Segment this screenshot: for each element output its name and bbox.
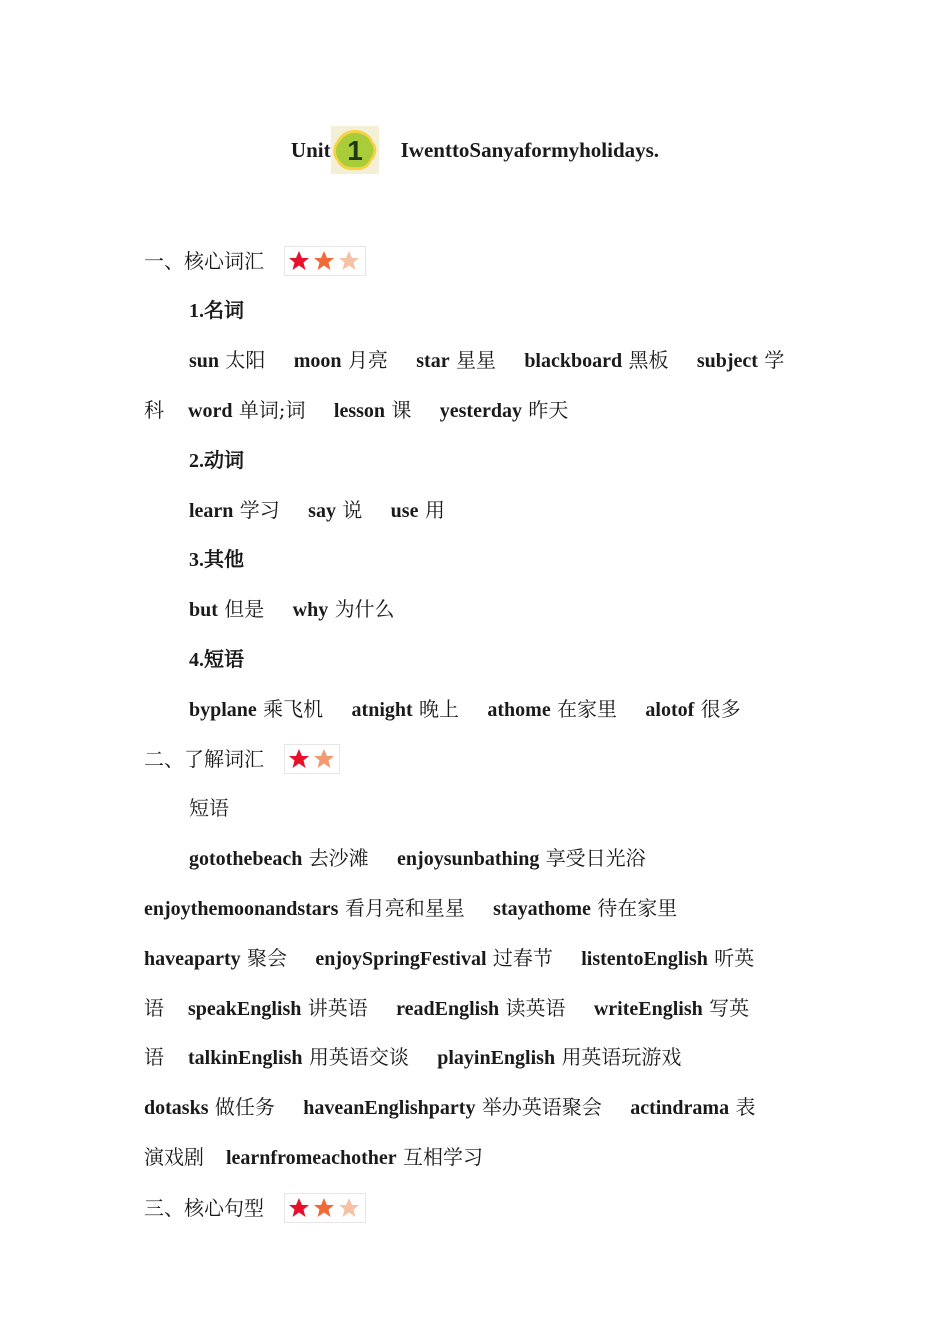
unit-title-text: IwenttoSanyaformyholidays. (400, 137, 660, 162)
vocab-item: gotothebeach 去沙滩 (189, 846, 369, 870)
vocab-item: readEnglish 读英语 (396, 996, 566, 1020)
vocab-item: haveaparty 聚会 (144, 946, 288, 970)
vocab-item: speakEnglish 讲英语 (188, 996, 368, 1020)
others-label: 3.其他 (189, 549, 244, 571)
vocab-item: sun 太阳 (189, 348, 266, 372)
phrases-label: 4.短语 (189, 649, 244, 671)
section-heading-core-sentences (144, 1193, 366, 1223)
phrase-line-5 (144, 1043, 681, 1072)
section-heading-core-vocab (144, 246, 366, 276)
vocab-item: talkinEnglish 用英语交谈 (188, 1045, 409, 1069)
vocab-item: byplane 乘飞机 (189, 697, 324, 721)
vocab-item: atnight 晚上 (351, 697, 460, 721)
line-lead: 语 (144, 996, 164, 1020)
others-line (189, 595, 395, 624)
star-rating (284, 1193, 366, 1223)
line-lead: 语 (144, 1045, 164, 1069)
vocab-item: playinEnglish 用英语玩游戏 (437, 1045, 682, 1069)
vocab-item: but 但是 (189, 597, 265, 621)
phrase-line-3 (144, 944, 754, 973)
vocab-item: dotasks 做任务 (144, 1095, 275, 1119)
phrases-label-2: 短语 (189, 796, 229, 820)
vocab-item: subject 学 (696, 348, 785, 372)
phrase-line-7 (144, 1143, 483, 1172)
phrase-line-2 (144, 894, 677, 923)
unit-number-badge-icon (331, 126, 379, 174)
vocab-item: writeEnglish 写英 (593, 996, 750, 1020)
vocab-item: stayathome 待在家里 (493, 896, 678, 920)
phrase-line-6 (144, 1093, 755, 1122)
unit-word: Unit (290, 137, 331, 162)
vocab-item: say 说 (308, 498, 363, 522)
two-star-icon (287, 747, 337, 771)
phrases-line (189, 695, 741, 724)
vocab-item: listentoEnglish 听英 (581, 946, 755, 970)
verbs-line (189, 496, 445, 525)
vocab-item: moon 月亮 (293, 348, 388, 372)
vocab-item: use 用 (390, 498, 445, 522)
vocab-item: learn 学习 (189, 498, 280, 522)
vocab-item: blackboard 黑板 (524, 348, 669, 372)
vocab-item: enjoysunbathing 享受日光浴 (397, 846, 646, 870)
vocab-item: actindrama 表 (630, 1095, 756, 1119)
line-lead: 演戏剧 (144, 1145, 204, 1169)
three-star-icon (287, 1196, 363, 1220)
nouns-line-2 (144, 396, 568, 425)
section-heading-text: 三、核心句型 (144, 1196, 264, 1220)
vocab-item: word 单词;词 (188, 398, 306, 422)
three-star-icon (287, 249, 363, 273)
star-rating (284, 744, 340, 774)
vocab-item: enjoythemoonandstars 看月亮和星星 (144, 896, 465, 920)
verbs-label: 2.动词 (189, 450, 244, 472)
vocab-item: why 为什么 (292, 597, 395, 621)
vocab-item: alotof 很多 (645, 697, 741, 721)
section-heading-text: 一、核心词汇 (144, 249, 264, 273)
vocab-item: star 星星 (416, 348, 496, 372)
vocab-item: learnfromeachother 互相学习 (226, 1145, 484, 1169)
vocab-item: yesterday 昨天 (439, 398, 569, 422)
star-rating (284, 246, 366, 276)
vocab-item: enjoySpringFestival 过春节 (315, 946, 553, 970)
vocab-item: haveanEnglishparty 举办英语聚会 (303, 1095, 602, 1119)
phrase-line-1 (189, 844, 646, 873)
unit-title (0, 126, 950, 174)
unit-number: 1 (346, 135, 363, 166)
phrase-line-4 (144, 994, 749, 1023)
nouns-label: 1.名词 (189, 300, 244, 322)
section-heading-understand-vocab (144, 744, 340, 774)
vocab-item: lesson 课 (333, 398, 412, 422)
vocab-item: athome 在家里 (487, 697, 618, 721)
line-lead: 科 (144, 398, 164, 422)
section-heading-text: 二、了解词汇 (144, 747, 264, 771)
nouns-line-1 (189, 346, 784, 375)
